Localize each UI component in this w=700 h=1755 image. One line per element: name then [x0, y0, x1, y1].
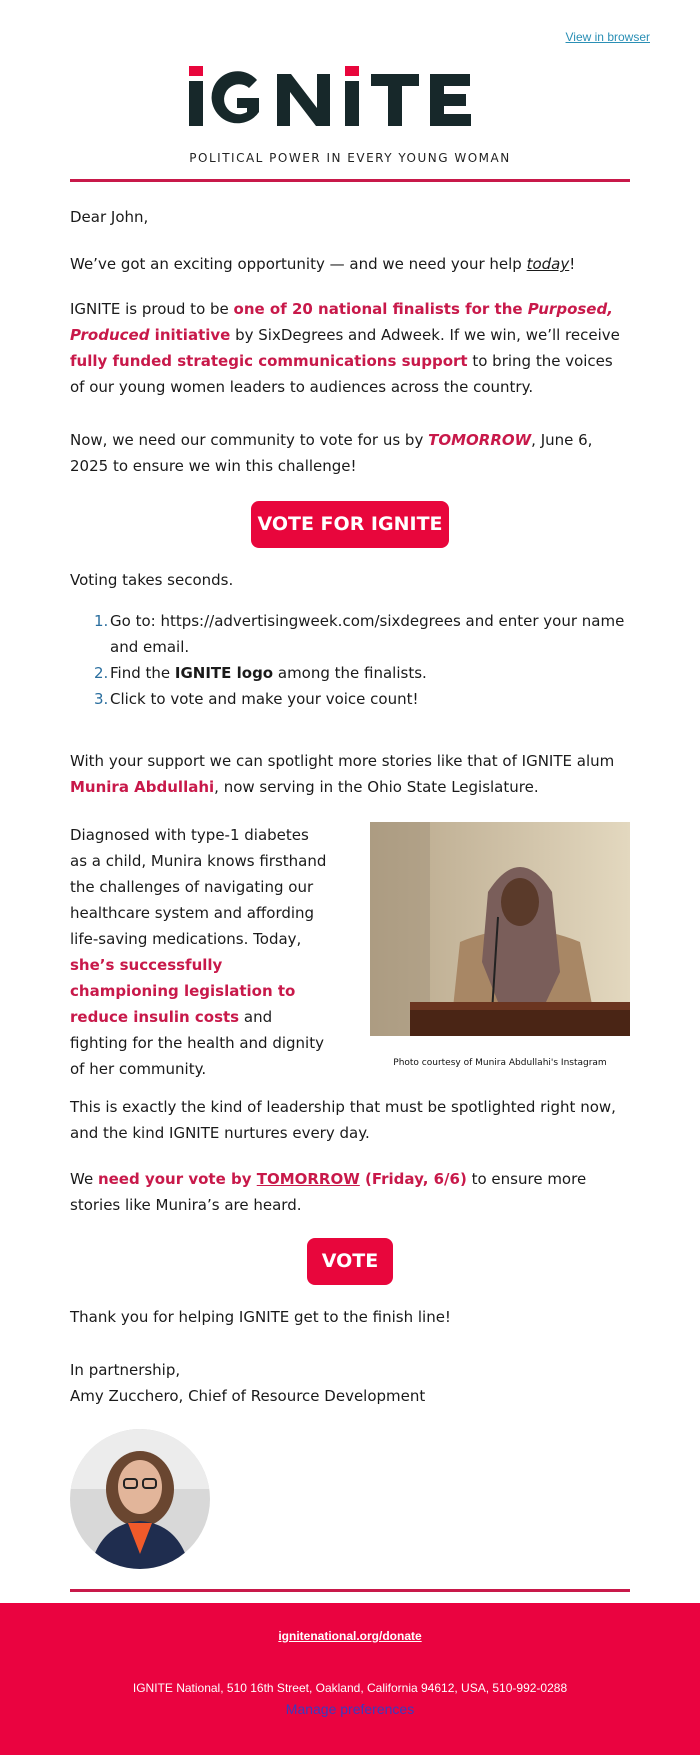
vote-button[interactable]: VOTE — [307, 1238, 393, 1285]
donate-link[interactable]: ignitenational.org/donate — [278, 1629, 422, 1643]
bottom-divider — [70, 1589, 630, 1592]
avatar — [70, 1429, 210, 1569]
list-item: 3. Click to vote and make your voice count! — [94, 690, 419, 708]
voting-steps-list — [70, 608, 630, 712]
deadline-paragraph: Now, we need our community to vote for us by TOMORROW, June 6, 2025 to ensure we win this challenge! — [70, 431, 593, 475]
tagline: POLITICAL POWER IN EVERY YOUNG WOMAN — [189, 151, 511, 165]
voting-takes-seconds: Voting takes seconds. — [70, 571, 234, 589]
photo-caption: Photo courtesy of Munira Abdullahi's Instagram — [393, 1058, 607, 1068]
ignite-logo — [0, 66, 700, 126]
intro-paragraph: We’ve got an exciting opportunity — and we need your help today! — [70, 255, 576, 273]
munira-photo — [370, 822, 630, 1036]
greeting: Dear John, — [70, 208, 149, 226]
manage-preferences-link[interactable]: Manage preferences — [285, 1701, 415, 1717]
vote-for-ignite-button[interactable]: VOTE FOR IGNITE — [251, 501, 449, 548]
support-paragraph: With your support we can spotlight more stories like that of IGNITE alum Munira Abdullahi, now serving in the Ohio State Legislature. — [70, 752, 615, 796]
thank-you: Thank you for helping IGNITE get to the finish line! — [70, 1308, 451, 1326]
signature-block: In partnership, Amy Zucchero, Chief of Resource Development — [70, 1361, 426, 1405]
view-in-browser-link[interactable]: View in browser — [565, 30, 650, 44]
footer — [0, 1603, 700, 1755]
vote-deadline-paragraph: We need your vote by TOMORROW (Friday, 6/6) to ensure more stories like Munira’s are heard. — [70, 1170, 587, 1214]
finalist-paragraph: IGNITE is proud to be one of 20 national finalists for the Purposed, Produced initiative by SixDegrees and Adweek. If we win, we’ll receive fully funded strategic communications support to bring the voices of our young women leaders to audiences across the country. — [70, 300, 620, 396]
list-item: 2. Find the IGNITE logo among the finalists. — [94, 664, 427, 682]
top-divider — [70, 179, 630, 182]
munira-story: Diagnosed with type-1 diabetes as a child, Munira knows firsthand the challenges of navigating our healthcare system and affording life-saving medications. Today, she’s successfully championing legislation to reduce insulin costs and fighting for the health and dignity of her community. — [70, 826, 327, 1078]
leadership-paragraph: This is exactly the kind of leadership that must be spotlighted right now, and the kind IGNITE nurtures every day. — [70, 1098, 616, 1142]
footer-address: IGNITE National, 510 16th Street, Oakland, California 94612, USA, 510-992-0288 — [132, 1681, 568, 1695]
list-item: 1. Go to: https://advertisingweek.com/sixdegrees and enter your name and email. — [94, 612, 625, 656]
